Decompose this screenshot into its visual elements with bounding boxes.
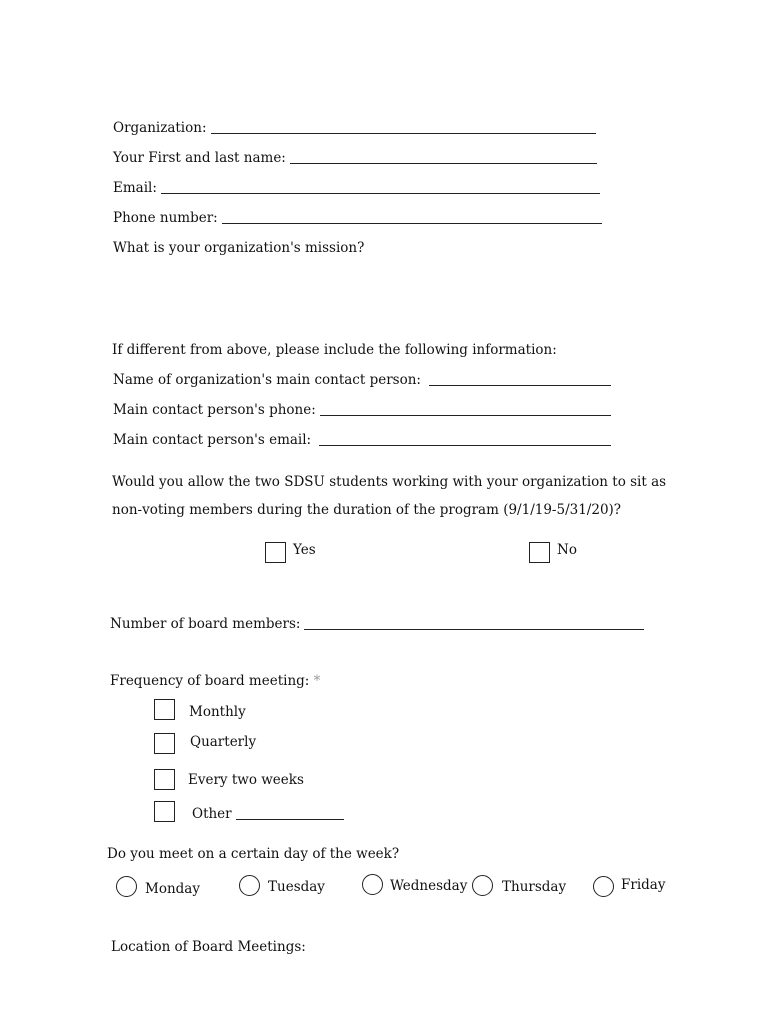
email-blank[interactable] [161,192,600,194]
full-name-blank[interactable] [290,162,597,164]
phone-label: Phone number: [113,210,218,226]
tuesday-label: Tuesday [268,879,325,895]
mission-question: What is your organization's mission? [113,240,365,256]
other-checkbox[interactable] [154,801,175,822]
main-contact-email-blank[interactable] [319,444,611,446]
every-two-weeks-label: Every two weeks [188,772,304,788]
no-label: No [557,542,577,558]
board-members-field[interactable] [110,615,644,633]
monthly-label: Monthly [189,704,246,720]
quarterly-label: Quarterly [190,734,257,750]
email-field[interactable] [113,179,600,197]
yes-label: Yes [293,542,316,558]
full-name-field[interactable] [113,149,597,167]
board-members-blank[interactable] [304,628,644,630]
main-contact-email-label: Main contact person's email: [113,432,312,448]
alternate-intro: If different from above, please include the following information: [112,342,557,358]
tuesday-radio[interactable] [239,875,260,896]
phone-field[interactable] [113,209,602,227]
other-label: Other [192,806,232,822]
main-contact-email-field[interactable] [113,431,611,449]
email-label: Email: [113,180,157,196]
frequency-question [110,672,320,690]
main-contact-name-label: Name of organization's main contact person: [113,372,421,388]
main-contact-phone-field[interactable] [113,401,611,419]
organization-field[interactable] [113,119,596,137]
main-contact-phone-label: Main contact person's phone: [113,402,316,418]
monday-label: Monday [145,881,200,897]
board-members-label: Number of board members: [110,616,301,632]
main-contact-name-field[interactable] [113,371,611,389]
thursday-radio[interactable] [472,875,493,896]
frequency-label: Frequency of board meeting: [110,673,310,689]
friday-label: Friday [621,877,666,893]
other-blank[interactable] [236,818,344,820]
wednesday-radio[interactable] [362,874,383,895]
full-name-label: Your First and last name: [113,150,286,166]
quarterly-checkbox[interactable] [154,733,175,754]
location-label: Location of Board Meetings: [111,939,306,955]
day-question: Do you meet on a certain day of the week? [107,846,400,862]
organization-label: Organization: [113,120,207,136]
other-field[interactable] [192,805,344,823]
friday-radio[interactable] [593,876,614,897]
thursday-label: Thursday [502,879,567,895]
wednesday-label: Wednesday [390,878,468,894]
monthly-checkbox[interactable] [154,699,175,720]
no-checkbox[interactable] [529,542,550,563]
every-two-weeks-checkbox[interactable] [154,769,175,790]
main-contact-name-blank[interactable] [429,384,611,386]
voting-question-line2: non-voting members during the duration of the program (9/1/19-5/31/20)? [112,502,622,518]
phone-blank[interactable] [222,222,602,224]
yes-checkbox[interactable] [265,542,286,563]
required-mark: * [313,673,321,689]
monday-radio[interactable] [116,876,137,897]
organization-blank[interactable] [211,132,597,134]
voting-question-line1: Would you allow the two SDSU students working with your organization to sit as [112,474,667,490]
main-contact-phone-blank[interactable] [320,414,611,416]
